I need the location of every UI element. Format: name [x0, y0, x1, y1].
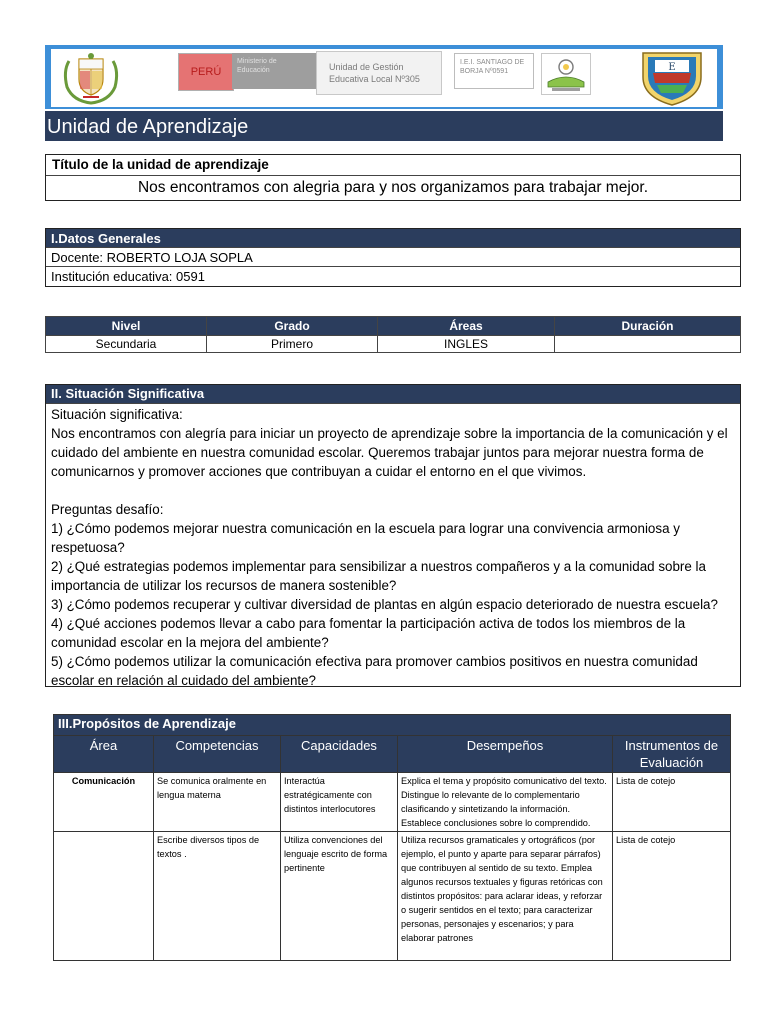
capacidad-cell: Utiliza convenciones del lenguaje escrito de forma pertinente — [281, 832, 398, 961]
col-competencias: Competencias — [154, 736, 281, 773]
header-inner — [51, 49, 717, 107]
situacion-heading: II. Situación Significativa — [46, 385, 740, 404]
area-cell: Comunicación — [54, 773, 154, 832]
nivel-header: Nivel — [46, 317, 207, 336]
school-shield-letter: E — [668, 62, 676, 73]
grado-header: Grado — [207, 317, 378, 336]
desempeno-cell: Utiliza recursos gramaticales y ortográficos (por ejemplo, el punto y aparte para separar párrafos) que contribuyen al sentido de su texto. Emplea algunos recursos textuales y figuras retóricas con distintos propósitos: para aclarar ideas, y reforzar o sugerir sentidos en el texto; para caracterizar personas, personajes y escenarios; y para elaborar patrones — [398, 832, 613, 961]
pregunta-2: 2) ¿Qué estrategias podemos implementar para sensibilizar a nuestros compañeros y a la comunidad sobre la importancia de utilizar los recursos de manera sostenible? — [51, 559, 706, 593]
areas-cell: INGLES — [378, 336, 555, 353]
competencia-cell: Escribe diversos tipos de textos . — [154, 832, 281, 961]
area-cell — [54, 832, 154, 961]
areas-header: Áreas — [378, 317, 555, 336]
instrumento-cell: Lista de cotejo — [613, 773, 731, 832]
school-shield-icon — [639, 49, 705, 107]
pregunta-4: 4) ¿Qué acciones podemos llevar a cabo para fomentar la participación activa de todos los miembros de la comunidad escolar en la mejora del ambiente? — [51, 616, 686, 650]
nivel-cell: Secundaria — [46, 336, 207, 353]
datos-generales-heading: I.Datos Generales — [46, 229, 740, 248]
ministerio-label: Ministerio de Educación — [232, 53, 316, 89]
duracion-cell — [555, 336, 741, 353]
header-banner — [45, 45, 723, 109]
capacidad-cell: Interactúa estratégicamente con distintos interlocutores — [281, 773, 398, 832]
pregunta-5: 5) ¿Cómo podemos utilizar la comunicación efectiva para promover cambios positivos en nuestra comunidad escolar en relación al cuidado del ambiente? — [51, 654, 698, 688]
unit-title-box — [45, 154, 741, 201]
peru-coat-of-arms-icon — [61, 51, 121, 105]
ugel-label: Unidad de Gestión Educativa Local Nº305 — [316, 51, 442, 95]
propositos-table — [53, 714, 731, 961]
grado-cell: Primero — [207, 336, 378, 353]
pregunta-3: 3) ¿Cómo podemos recuperar y cultivar diversidad de plantas en algún espacio deteriorado de nuestra escuela? — [51, 597, 718, 612]
iei-label: I.E.I. SANTIAGO DE BORJA Nº0591 — [454, 53, 534, 89]
col-desempenos: Desempeños — [398, 736, 613, 773]
nivel-table — [45, 316, 741, 353]
propositos-heading: III.Propósitos de Aprendizaje — [54, 715, 731, 736]
situacion-label: Situación significativa: — [51, 407, 183, 422]
datos-generales-box — [45, 228, 741, 287]
col-capacidades: Capacidades — [281, 736, 398, 773]
preguntas-label: Preguntas desafío: — [51, 502, 164, 517]
situacion-box — [45, 384, 741, 687]
competencia-cell: Se comunica oralmente en lengua materna — [154, 773, 281, 832]
table-row — [54, 832, 731, 961]
duracion-header: Duración — [555, 317, 741, 336]
unit-title-label: Título de la unidad de aprendizaje — [46, 155, 740, 176]
situacion-body — [46, 404, 740, 692]
table-row — [54, 773, 731, 832]
institucion-field: Institución educativa: 0591 — [51, 269, 205, 284]
situacion-text: Nos encontramos con alegría para iniciar un proyecto de aprendizaje sobre la importancia de la comunicación y el cuidado del ambiente en nuestra comunidad escolar. Queremos trabajar juntos para mejorar nuestra forma de comunicarnos y promover acciones que contribuyan a cuidar el entorno en el que vivimos. — [51, 426, 728, 479]
peru-label: PERÚ — [178, 53, 234, 91]
col-area: Área — [54, 736, 154, 773]
unit-title-value: Nos encontramos con alegria para y nos organizamos para trabajar mejor. — [137, 179, 649, 196]
docente-field: Docente: ROBERTO LOJA SOPLA — [46, 248, 740, 267]
pregunta-1: 1) ¿Cómo podemos mejorar nuestra comunicación en la escuela para lograr una convivencia armoniosa y respetuosa? — [51, 521, 680, 555]
desempeno-cell: Explica el tema y propósito comunicativo del texto. Distingue lo relevante de lo complementario clasificando y sintetizando la información. Establece conclusiones sobre lo comprendido. — [398, 773, 613, 832]
col-instrumentos: Instrumentos de Evaluación — [613, 736, 731, 773]
page-title: Unidad de Aprendizaje — [45, 111, 723, 141]
school-small-logo-icon — [541, 53, 591, 95]
instrumento-cell: Lista de cotejo — [613, 832, 731, 961]
